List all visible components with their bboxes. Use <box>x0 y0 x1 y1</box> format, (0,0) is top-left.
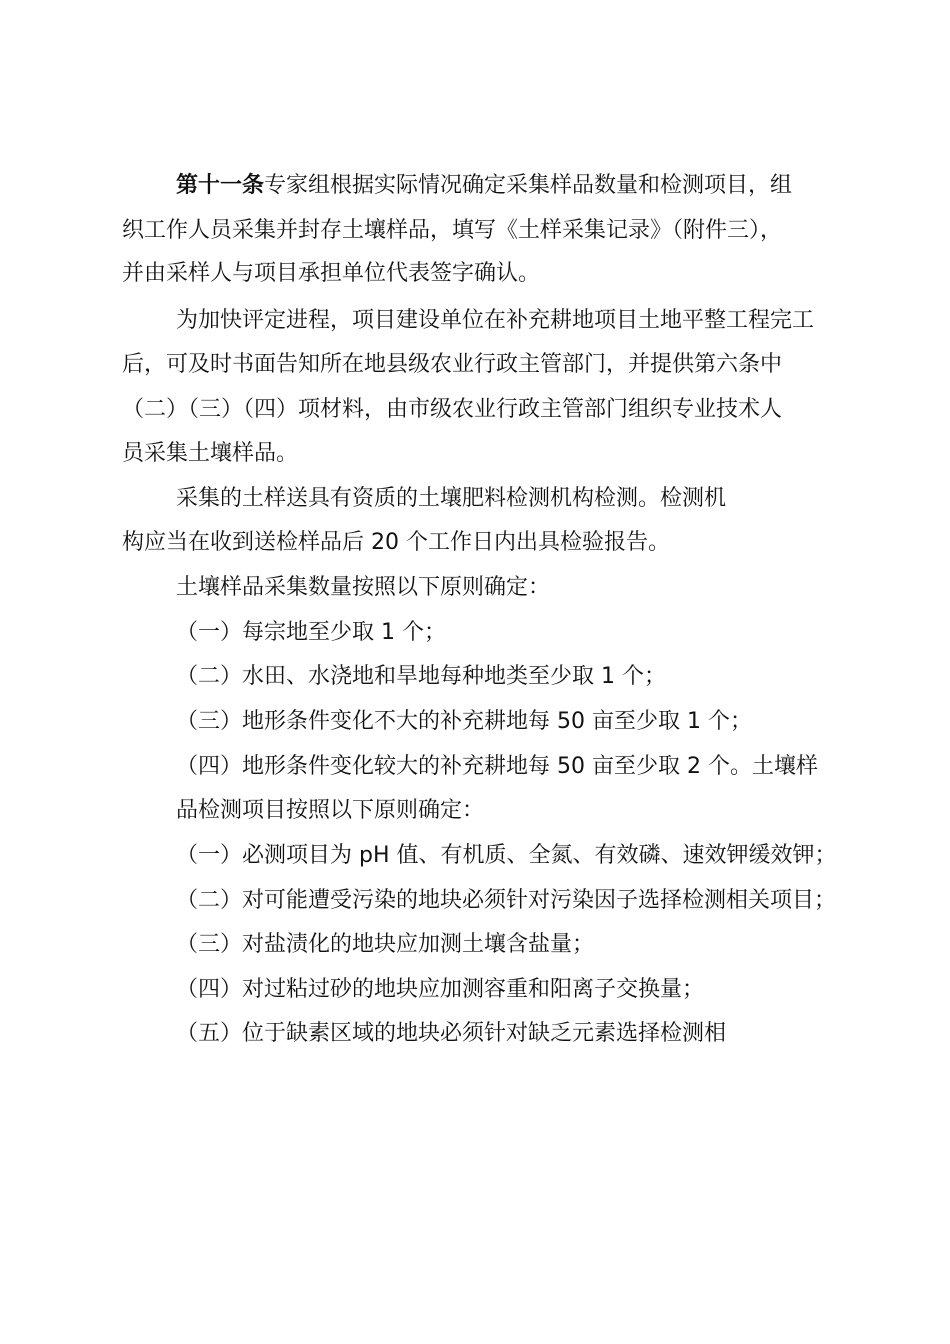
testing-intro: 品检测项目按照以下原则确定： <box>176 798 485 823</box>
article-11-text: 专家组根据实际情况确定采集样品数量和检测项目，组 <box>264 173 793 198</box>
sampling-item: （四）地形条件变化较大的补充耕地每 50 亩至少取 2 个。土壤样 <box>176 754 818 779</box>
para-2-line-4: 员采集土壤样品。 <box>122 441 299 466</box>
sampling-intro: 土壤样品采集数量按照以下原则确定： <box>176 575 551 600</box>
testing-item: （二）对可能遭受污染的地块必须针对污染因子选择检测相关项目； <box>176 888 837 913</box>
article-11-line-2: 织工作人员采集并封存土壤样品，填写《土样采集记录》（附件三）， <box>122 218 783 243</box>
para-3-line-2: 构应当在收到送检样品后 20 个工作日内出具检验报告。 <box>122 530 670 555</box>
article-number: 第十一条 <box>176 173 265 198</box>
article-11-line-3: 并由采样人与项目承担单位代表签字确认。 <box>122 261 541 286</box>
para-3-line-1: 采集的土样送具有资质的土壤肥料检测机构检测。检测机 <box>176 486 727 511</box>
para-2-line-1: 为加快评定进程，项目建设单位在补充耕地项目土地平整工程完工 <box>176 308 815 333</box>
sampling-item: （二）水田、水浇地和旱地每种地类至少取 1 个； <box>176 664 666 689</box>
article-11-line-1 <box>176 171 792 201</box>
testing-item: （五）位于缺素区域的地块必须针对缺乏元素选择检测相 <box>176 1021 727 1046</box>
testing-item: （三）对盐渍化的地块应加测土壤含盐量； <box>176 932 595 957</box>
para-2-line-2: 后，可及时书面告知所在地县级农业行政主管部门，并提供第六条中 <box>122 352 783 377</box>
testing-item: （一）必测项目为 pH 值、有机质、全氮、有效磷、速效钾缓效钾； <box>176 843 837 868</box>
sampling-item: （一）每宗地至少取 1 个； <box>176 620 446 645</box>
testing-item: （四）对过粘过砂的地块应加测容重和阳离子交换量； <box>176 977 705 1002</box>
sampling-item: （三）地形条件变化不大的补充耕地每 50 亩至少取 1 个； <box>176 709 752 734</box>
para-2-line-3: （二）（三）（四）项材料，由市级农业行政主管部门组织专业技术人 <box>122 397 783 422</box>
